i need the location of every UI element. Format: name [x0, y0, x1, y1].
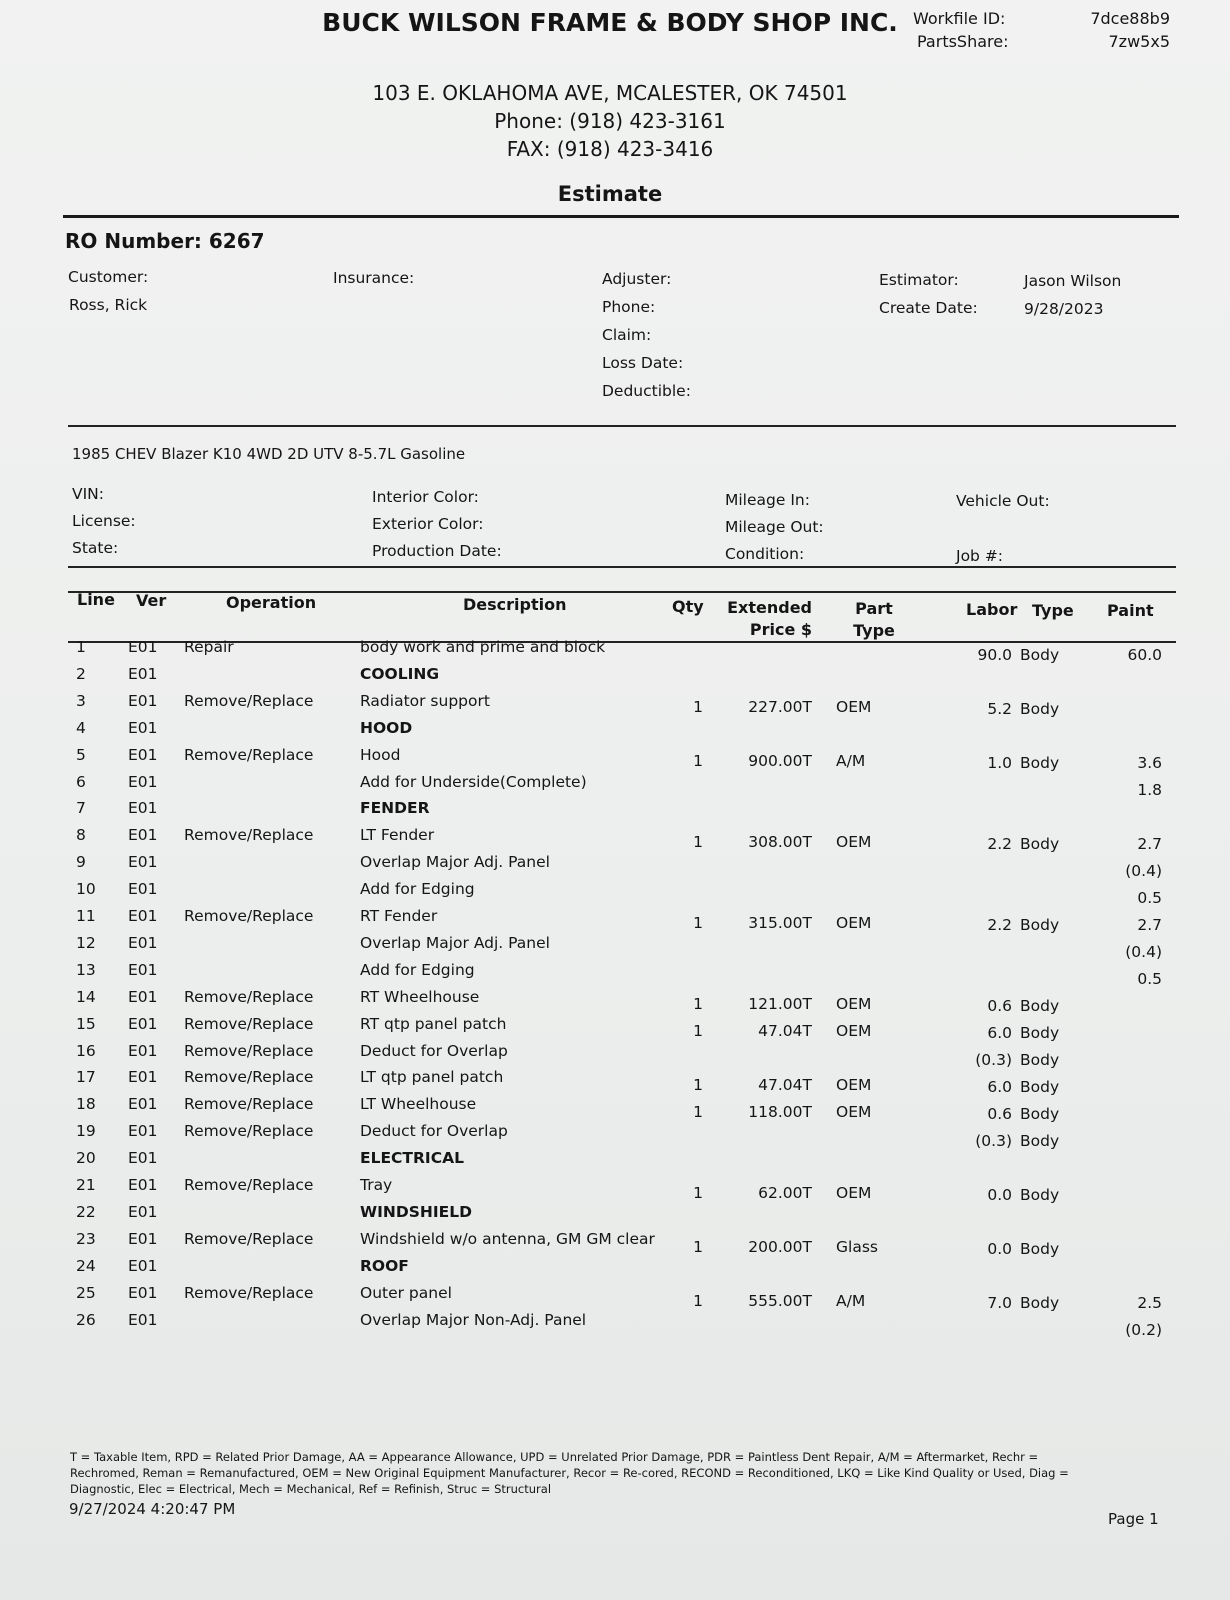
vehicle-description: 1985 CHEV Blazer K10 4WD 2D UTV 8-5.7L Gasoline	[72, 445, 466, 463]
row-26-description: Overlap Major Non-Adj. Panel	[360, 1310, 587, 1329]
row-14-quantity: 1	[693, 995, 703, 1013]
row-3-quantity: 1	[693, 698, 703, 716]
row-25-extended-price: 555.00T	[748, 1292, 812, 1310]
row-12-paint-hours: (0.4)	[1125, 943, 1162, 961]
row-23-labor-hours: 0.0	[987, 1240, 1012, 1258]
row-3-operation: Remove/Replace	[184, 691, 314, 710]
row-15-version: E01	[128, 1014, 158, 1033]
row-15-quantity: 1	[693, 1022, 703, 1040]
row-13-line-number: 13	[76, 960, 96, 979]
customer-name: Ross, Rick	[69, 296, 148, 314]
row-16-labor-hours: (0.3)	[975, 1051, 1012, 1069]
row-8-part-type: OEM	[836, 833, 872, 851]
row-15-part-type: OEM	[836, 1022, 872, 1040]
row-3-extended-price: 227.00T	[748, 698, 812, 716]
row-1-version: E01	[128, 638, 158, 656]
row-21-version: E01	[128, 1176, 158, 1194]
row-11-description: RT Fender	[360, 907, 438, 925]
row-25-line-number: 25	[76, 1283, 96, 1302]
row-14-extended-price: 121.00T	[748, 995, 812, 1013]
row-19-version: E01	[128, 1122, 158, 1141]
col-header-labor: Labor	[966, 600, 1018, 619]
row-21-line-number: 21	[76, 1176, 96, 1194]
row-2-version: E01	[128, 664, 158, 683]
row-5-operation: Remove/Replace	[184, 745, 314, 764]
row-1-description: body work and prime and block	[360, 638, 606, 656]
row-20-version: E01	[128, 1149, 158, 1168]
row-9-description: Overlap Major Adj. Panel	[360, 853, 550, 872]
row-17-labor-hours: 6.0	[987, 1078, 1012, 1096]
create-date-label: Create Date:	[879, 299, 978, 317]
row-9-line-number: 9	[76, 853, 86, 872]
col-header-type: Type	[1032, 601, 1074, 620]
state-label: State:	[72, 539, 119, 557]
row-4-description: HOOD	[360, 718, 413, 737]
row-25-quantity: 1	[693, 1292, 703, 1310]
row-14-operation: Remove/Replace	[184, 987, 314, 1006]
row-5-quantity: 1	[693, 752, 703, 770]
row-9-paint-hours: (0.4)	[1125, 862, 1162, 880]
row-18-quantity: 1	[693, 1103, 703, 1121]
row-16-labor-type: Body	[1020, 1051, 1060, 1069]
exterior-color-label: Exterior Color:	[372, 515, 484, 533]
row-24-line-number: 24	[76, 1256, 96, 1275]
row-10-line-number: 10	[76, 880, 96, 899]
row-12-version: E01	[128, 933, 158, 952]
row-18-version: E01	[128, 1095, 158, 1114]
vehicle-divider	[68, 566, 1176, 568]
customer-label: Customer:	[68, 268, 149, 286]
row-21-operation: Remove/Replace	[184, 1176, 314, 1194]
partsshare-value: 7zw5x5	[1108, 32, 1170, 51]
row-3-line-number: 3	[76, 691, 86, 710]
shop-address: 103 E. OKLAHOMA AVE, MCALESTER, OK 74501	[372, 81, 848, 105]
shop-fax: FAX: (918) 423-3416	[506, 137, 714, 161]
vehicle-out-label: Vehicle Out:	[956, 492, 1050, 510]
production-date-label: Production Date:	[372, 542, 502, 560]
row-18-line-number: 18	[76, 1095, 96, 1114]
row-16-version: E01	[128, 1041, 158, 1060]
row-22-line-number: 22	[76, 1202, 96, 1221]
row-17-line-number: 17	[76, 1068, 96, 1087]
row-18-part-type: OEM	[836, 1103, 872, 1121]
estimator-name: Jason Wilson	[1024, 272, 1122, 290]
row-3-labor-hours: 5.2	[987, 700, 1012, 718]
row-21-extended-price: 62.00T	[758, 1184, 812, 1202]
row-24-description: ROOF	[360, 1256, 409, 1275]
row-5-labor-type: Body	[1020, 754, 1060, 772]
row-18-labor-type: Body	[1020, 1105, 1060, 1123]
row-8-extended-price: 308.00T	[748, 833, 812, 851]
estimator-label: Estimator:	[879, 271, 959, 289]
row-16-description: Deduct for Overlap	[360, 1041, 508, 1060]
header-divider	[63, 215, 1179, 218]
row-19-labor-type: Body	[1020, 1132, 1060, 1150]
row-6-line-number: 6	[76, 772, 86, 791]
row-15-operation: Remove/Replace	[184, 1014, 314, 1033]
row-26-line-number: 26	[76, 1310, 96, 1329]
row-23-part-type: Glass	[836, 1238, 878, 1256]
condition-label: Condition:	[725, 545, 805, 563]
row-11-extended-price: 315.00T	[748, 914, 812, 932]
row-7-description: FENDER	[360, 799, 430, 818]
loss-date-label: Loss Date:	[602, 354, 684, 372]
row-11-part-type: OEM	[836, 914, 872, 932]
row-5-line-number: 5	[76, 745, 86, 764]
vin-label: VIN:	[72, 485, 104, 503]
partsshare-label: PartsShare:	[917, 32, 1009, 51]
row-14-version: E01	[128, 987, 158, 1006]
row-8-quantity: 1	[693, 833, 703, 851]
row-17-version: E01	[128, 1068, 158, 1087]
row-6-version: E01	[128, 772, 158, 791]
row-25-version: E01	[128, 1283, 158, 1302]
row-1-line-number: 1	[76, 638, 86, 656]
row-17-quantity: 1	[693, 1076, 703, 1094]
shop-phone: Phone: (918) 423-3161	[494, 109, 726, 133]
row-4-version: E01	[128, 718, 158, 737]
row-17-description: LT qtp panel patch	[360, 1068, 504, 1087]
row-23-extended-price: 200.00T	[748, 1238, 812, 1256]
row-1-paint-hours: 60.0	[1127, 646, 1162, 664]
adjuster-phone-label: Phone:	[602, 298, 656, 316]
row-8-labor-type: Body	[1020, 835, 1060, 853]
row-12-line-number: 12	[76, 933, 96, 952]
row-11-version: E01	[128, 907, 158, 925]
row-10-description: Add for Edging	[360, 880, 475, 899]
row-25-description: Outer panel	[360, 1283, 452, 1302]
row-11-paint-hours: 2.7	[1137, 916, 1162, 934]
document-title: Estimate	[557, 182, 663, 206]
row-22-version: E01	[128, 1202, 158, 1221]
row-3-labor-type: Body	[1020, 700, 1060, 718]
row-15-description: RT qtp panel patch	[360, 1014, 507, 1033]
row-16-operation: Remove/Replace	[184, 1041, 314, 1060]
row-21-quantity: 1	[693, 1184, 703, 1202]
row-23-line-number: 23	[76, 1229, 96, 1248]
row-19-line-number: 19	[76, 1122, 96, 1141]
row-3-part-type: OEM	[836, 698, 872, 716]
row-10-paint-hours: 0.5	[1137, 889, 1162, 907]
row-25-labor-hours: 7.0	[987, 1294, 1012, 1312]
row-20-line-number: 20	[76, 1149, 96, 1168]
row-17-extended-price: 47.04T	[758, 1076, 812, 1094]
row-14-labor-type: Body	[1020, 997, 1060, 1015]
row-17-part-type: OEM	[836, 1076, 872, 1094]
row-8-labor-hours: 2.2	[987, 835, 1012, 853]
license-label: License:	[72, 512, 136, 530]
row-21-description: Tray	[360, 1176, 393, 1194]
col-header-part: Part	[855, 599, 893, 618]
row-25-paint-hours: 2.5	[1137, 1294, 1162, 1312]
row-13-description: Add for Edging	[360, 960, 475, 979]
row-8-version: E01	[128, 826, 158, 845]
row-11-quantity: 1	[693, 914, 703, 932]
deductible-label: Deductible:	[602, 382, 691, 400]
row-10-version: E01	[128, 880, 158, 899]
row-7-line-number: 7	[76, 799, 86, 818]
row-26-version: E01	[128, 1310, 158, 1329]
create-date-value: 9/28/2023	[1024, 300, 1104, 318]
row-15-labor-type: Body	[1020, 1024, 1060, 1042]
row-1-labor-type: Body	[1020, 646, 1060, 664]
row-18-labor-hours: 0.6	[987, 1105, 1012, 1123]
row-23-description: Windshield w/o antenna, GM GM clear	[360, 1229, 655, 1248]
row-23-labor-type: Body	[1020, 1240, 1060, 1258]
row-11-line-number: 11	[76, 907, 96, 925]
row-25-labor-type: Body	[1020, 1294, 1060, 1312]
col-header-part-type: Type	[853, 621, 895, 640]
row-1-labor-hours: 90.0	[977, 646, 1012, 664]
row-23-quantity: 1	[693, 1238, 703, 1256]
insurance-label: Insurance:	[333, 269, 415, 287]
col-header-price: Price $	[749, 620, 812, 639]
mileage-in-label: Mileage In:	[725, 491, 810, 509]
row-18-description: LT Wheelhouse	[360, 1095, 477, 1114]
col-header-ver: Ver	[136, 591, 167, 610]
row-21-part-type: OEM	[836, 1184, 872, 1202]
row-22-description: WINDSHIELD	[360, 1202, 472, 1221]
shop-name: BUCK WILSON FRAME & BODY SHOP INC.	[322, 8, 898, 37]
col-header-operation: Operation	[226, 593, 317, 612]
row-11-labor-hours: 2.2	[987, 916, 1012, 934]
col-header-line: Line	[77, 590, 115, 609]
col-header-description: Description	[463, 595, 567, 614]
row-23-operation: Remove/Replace	[184, 1229, 314, 1248]
row-14-description: RT Wheelhouse	[360, 987, 480, 1006]
row-13-version: E01	[128, 960, 158, 979]
row-17-labor-type: Body	[1020, 1078, 1060, 1096]
interior-color-label: Interior Color:	[372, 488, 479, 506]
row-13-paint-hours: 0.5	[1137, 970, 1162, 988]
row-21-labor-type: Body	[1020, 1186, 1060, 1204]
row-17-operation: Remove/Replace	[184, 1068, 314, 1087]
claim-label: Claim:	[602, 326, 652, 344]
row-14-line-number: 14	[76, 987, 96, 1006]
row-11-operation: Remove/Replace	[184, 907, 314, 925]
print-timestamp: 9/27/2024 4:20:47 PM	[69, 1500, 236, 1518]
row-14-labor-hours: 0.6	[987, 997, 1012, 1015]
row-24-version: E01	[128, 1256, 158, 1275]
job-number-label: Job #:	[956, 547, 1004, 565]
ro-number: RO Number: 6267	[65, 229, 265, 253]
row-3-description: Radiator support	[360, 691, 490, 710]
row-8-description: LT Fender	[360, 826, 435, 845]
row-2-line-number: 2	[76, 664, 86, 683]
mileage-out-label: Mileage Out:	[725, 518, 824, 536]
row-15-labor-hours: 6.0	[987, 1024, 1012, 1042]
row-8-paint-hours: 2.7	[1137, 835, 1162, 853]
row-14-part-type: OEM	[836, 995, 872, 1013]
row-8-operation: Remove/Replace	[184, 826, 314, 845]
row-5-labor-hours: 1.0	[987, 754, 1012, 772]
abbreviation-legend: T = Taxable Item, RPD = Related Prior Damage, AA = Appearance Allowance, UPD = Unrelated Prior Damage, PDR = Paintless Dent Repair, A/M = Aftermarket, Rechr = Rechromed, Reman = Remanufactured, OEM = New Original Equipment Manufacturer, Recor = Re-cored, RECOND = Reconditioned, LKQ = Like Kind Quality or Used, Diag = Diagnostic, Elec = Electrical, Mech = Mechanical, Ref = Refinish, Struc = Structural	[70, 1450, 1069, 1496]
row-5-part-type: A/M	[836, 752, 866, 770]
workfile-id-value: 7dce88b9	[1090, 9, 1170, 28]
row-20-description: ELECTRICAL	[360, 1149, 464, 1168]
page-number: Page 1	[1108, 1510, 1159, 1528]
row-5-version: E01	[128, 745, 158, 764]
row-26-paint-hours: (0.2)	[1125, 1321, 1162, 1339]
row-5-extended-price: 900.00T	[748, 752, 812, 770]
row-2-description: COOLING	[360, 664, 440, 683]
row-5-paint-hours: 3.6	[1137, 754, 1162, 772]
row-12-description: Overlap Major Adj. Panel	[360, 933, 550, 952]
row-11-labor-type: Body	[1020, 916, 1060, 934]
row-19-description: Deduct for Overlap	[360, 1122, 508, 1141]
adjuster-label: Adjuster:	[602, 270, 672, 288]
row-7-version: E01	[128, 799, 158, 818]
row-25-operation: Remove/Replace	[184, 1283, 314, 1302]
row-6-paint-hours: 1.8	[1137, 781, 1162, 799]
row-19-operation: Remove/Replace	[184, 1122, 314, 1141]
workfile-id-label: Workfile ID:	[913, 9, 1006, 28]
row-23-version: E01	[128, 1229, 158, 1248]
row-8-line-number: 8	[76, 826, 86, 845]
row-5-description: Hood	[360, 745, 401, 764]
row-1-operation: Repair	[184, 638, 234, 656]
row-25-part-type: A/M	[836, 1292, 866, 1310]
customer-divider	[68, 425, 1176, 427]
row-19-labor-hours: (0.3)	[975, 1132, 1012, 1150]
row-15-line-number: 15	[76, 1014, 96, 1033]
row-3-version: E01	[128, 691, 158, 710]
row-16-line-number: 16	[76, 1041, 96, 1060]
row-21-labor-hours: 0.0	[987, 1186, 1012, 1204]
row-18-operation: Remove/Replace	[184, 1095, 314, 1114]
row-9-version: E01	[128, 853, 158, 872]
row-4-line-number: 4	[76, 718, 86, 737]
col-header-extended: Extended	[727, 598, 812, 617]
row-18-extended-price: 118.00T	[748, 1103, 812, 1121]
row-6-description: Add for Underside(Complete)	[360, 772, 587, 791]
row-15-extended-price: 47.04T	[758, 1022, 812, 1040]
col-header-paint: Paint	[1107, 601, 1154, 620]
col-header-qty: Qty	[672, 597, 704, 616]
